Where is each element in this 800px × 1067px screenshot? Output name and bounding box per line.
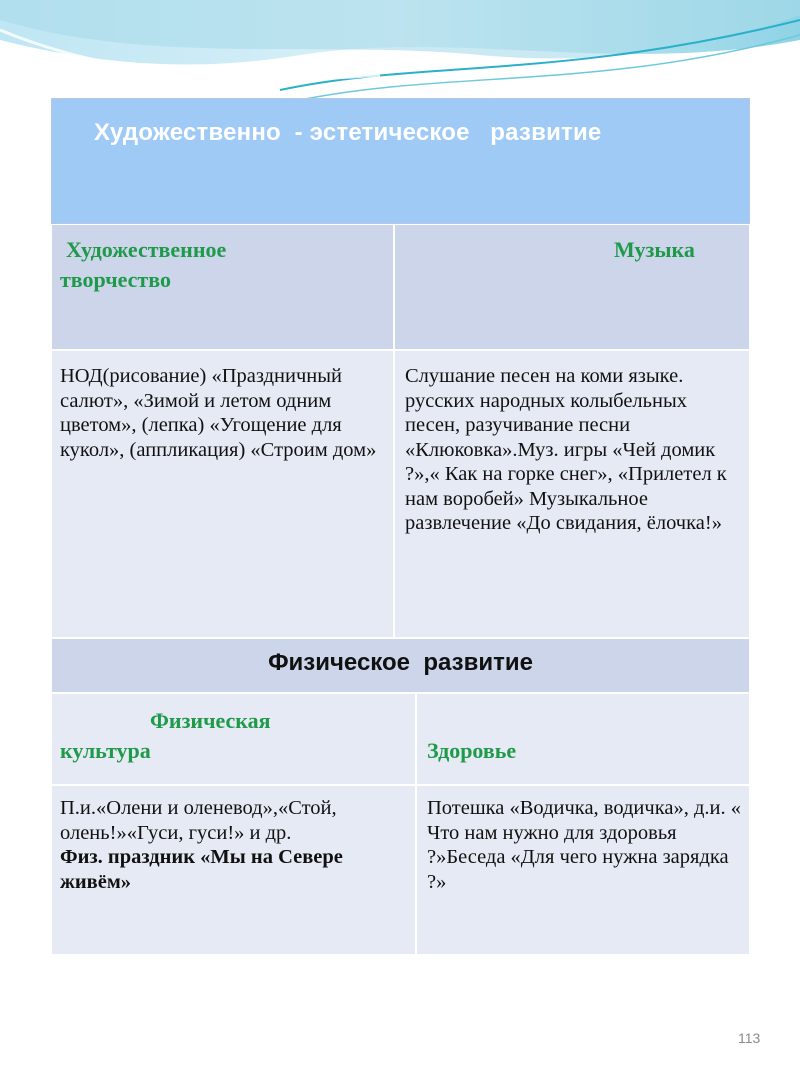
section2-col2-body-cell <box>416 785 750 955</box>
section1-col1-header-cell <box>51 224 394 350</box>
section2-title-cell <box>51 638 750 693</box>
section2-col1-header-line1: Физическая <box>150 708 271 733</box>
section1-col1-text: НОД(рисование) «Праздничный салют», «Зимой и летом одним цветом», (лепка) «Угощение для кукол», (аппликация) «Строим дом» <box>60 365 377 461</box>
section2-col1-bold-text: Физ. праздник «Мы на Севере живём» <box>60 846 343 893</box>
section1-col1-header: Художественное творчество <box>60 237 227 292</box>
section1-col2-header-cell <box>394 224 750 350</box>
section2-col2-header: Здоровье <box>427 738 517 763</box>
section2-col1-header-cell <box>51 693 416 785</box>
section2-title: Физическое развитие <box>268 649 533 676</box>
section1-title: Художественно - эстетическое развитие <box>94 119 602 146</box>
section2-col1-text: П.и.«Олени и оленевод»,«Стой, олень!»«Гуси, гуси!» и др. <box>60 797 337 844</box>
section1-col2-body-cell <box>394 350 750 638</box>
section2-col2-text: Потешка «Водичка, водичка», д.и. « Что нам нужно для здоровья ?»Беседа «Для чего нужна зарядка ?» <box>427 797 741 893</box>
section2-col2-header-cell <box>416 693 750 785</box>
section1-col1-body-cell <box>51 350 394 638</box>
section2-col1-header-line2: культура <box>60 738 151 763</box>
section1-col2-text: Слушание песен на коми языке. русских народных колыбельных песен, разучивание песни «Клюковка».Муз. игры «Чей домик ?»,« Как на горке снег», «Прилетел к нам воробей» Музыкальное развлечение «До свидания, ёлочка!» <box>405 365 727 534</box>
section1-title-cell <box>51 98 750 224</box>
page-number: 113 <box>738 1030 761 1046</box>
section2-col1-body-cell <box>51 785 416 955</box>
section1-col2-header: Музыка <box>614 237 695 262</box>
